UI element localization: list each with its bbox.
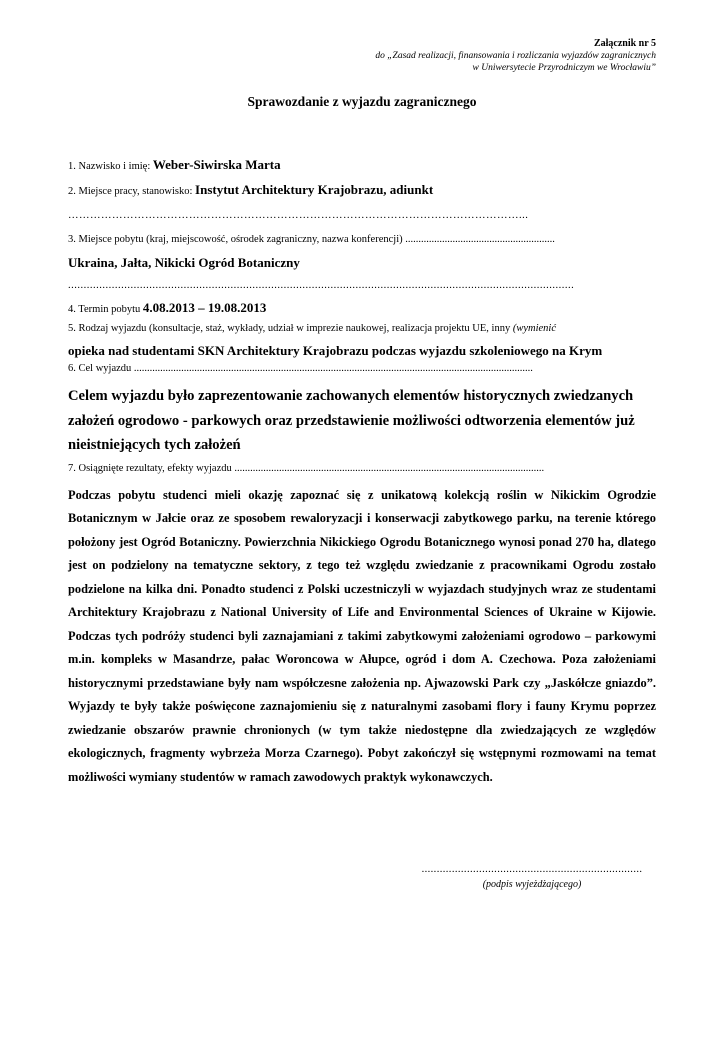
page-title: Sprawozdanie z wyjazdu zagranicznego: [247, 94, 477, 109]
place-field: [68, 233, 656, 247]
goal-text: Celem wyjazdu było zaprezentowanie zachowanych elementów historycznych zwiedzanych założeń ogrodowo - parkowych oraz przedstawienie możliwości odtworzenia elementów już nieistniejących tych założeń: [68, 388, 635, 453]
results-field: [68, 462, 656, 476]
signature-line: .........................................................................: [421, 864, 643, 875]
results-text: Podczas pobytu studenci mieli okazję zapoznać się z unikatową kolekcją roślin w Nikickim Ogrodzie Botanicznym w Jałcie oraz ze sposobem rewaloryzacji i konserwacji zabytkowego parku, na terenie którego położony jest Ogród Botaniczny. Powierzchnia Nikickiego Ogrodu Botanicznego wynosi ponad 270 ha, dlatego jest on podzielony na tematyczne sektory, z tego też względu zwiedzanie z pracownikami Ogrodu zostało podzielone na kilka dni. Ponadto studenci z Polski uczestniczyli w wyjazdach studyjnych wraz ze studentami Architektury Krajobrazu z National University of Life and Environmental Sciences of Ukraine w Kijowie. Podczas tych podróży studenci byli zaznajamiani z takimi zabytkowymi założeniami ogrodowo – parkowymi m.in. kompleks w Masandrze, pałac Woroncowa w Ałupce, ogród i dom A. Czechowa. Poza założeniami historycznymi przedstawiane były nam współczesne założenia np. Ajwazowski Park czy „Jaskółcze gniazdo”. Wyjazdy te były także poświęcone zaznajomieniu się z naturalnymi zasobami flory i fauny Krymu poprzez zwiedzanie obszarów prawnie chronionych (w tym także niedostępne dla zwiedzających ze względów ekologicznych, fragmenty wybrzeża Morza Czarnego). Pobyt zakończył się wstępnymi rozmowami na temat możliwości wymiany studentów w ramach zawodowych praktyk wykonawczych.: [68, 487, 656, 784]
results-dots: ......................................................................................................................: [234, 462, 545, 474]
place-label: 3. Miejsce pobytu (kraj, miejscowość, ośrodek zagraniczny, nazwa konferencji): [68, 234, 403, 245]
type-field: [68, 322, 656, 336]
name-field: [68, 158, 656, 174]
annex-line-2: w Uniwersytecie Przyrodniczym we Wrocławiu”: [472, 63, 656, 73]
goal-label: 6. Cel wyjazdu: [68, 363, 132, 374]
place-dots: .........................................................: [405, 234, 555, 245]
annex-number: Załącznik nr 5: [593, 38, 656, 49]
workplace-value: Instytut Architektury Krajobrazu, adiunkt: [195, 183, 434, 197]
goal-field: [68, 362, 656, 376]
period-value: 4.08.2013 – 19.08.2013: [142, 301, 267, 315]
period-field: [68, 301, 656, 317]
name-value: Weber-Siwirska Marta: [152, 158, 281, 172]
type-value: opieka nad studentami SKN Architektury Krajobrazu podczas wyjazdu szkoleniowego na Krym: [68, 343, 603, 358]
signature-label: (podpis wyjeżdżającego): [482, 879, 582, 890]
dotted-line-1: ……………………………………………………………………………………………………………...: [68, 210, 529, 221]
name-label: 1. Nazwisko i imię:: [68, 161, 151, 172]
type-label-italic: (wymienić: [512, 323, 556, 334]
workplace-label: 2. Miejsce pracy, stanowisko:: [68, 186, 193, 197]
annex-line-1: do „Zasad realizacji, finansowania i rozliczania wyjazdów zagranicznych: [375, 51, 656, 61]
place-value: Ukraina, Jałta, Nikicki Ogród Botaniczny: [68, 255, 300, 270]
results-label: 7. Osiągnięte rezultaty, efekty wyjazdu: [68, 462, 232, 474]
dotted-line-2: ..................................................................................................................................................................: [68, 280, 575, 291]
report-page: [0, 38, 724, 1062]
type-label: 5. Rodzaj wyjazdu (konsultacje, staż, wykłady, udział w imprezie naukowej, realizacja projektu UE, inny: [68, 323, 511, 334]
workplace-field: [68, 183, 656, 199]
period-label: 4. Termin pobytu: [68, 304, 141, 315]
goal-dots: ........................................................................................................................................................: [133, 363, 533, 374]
signature-block: [408, 864, 656, 890]
annex-header: [68, 38, 656, 74]
